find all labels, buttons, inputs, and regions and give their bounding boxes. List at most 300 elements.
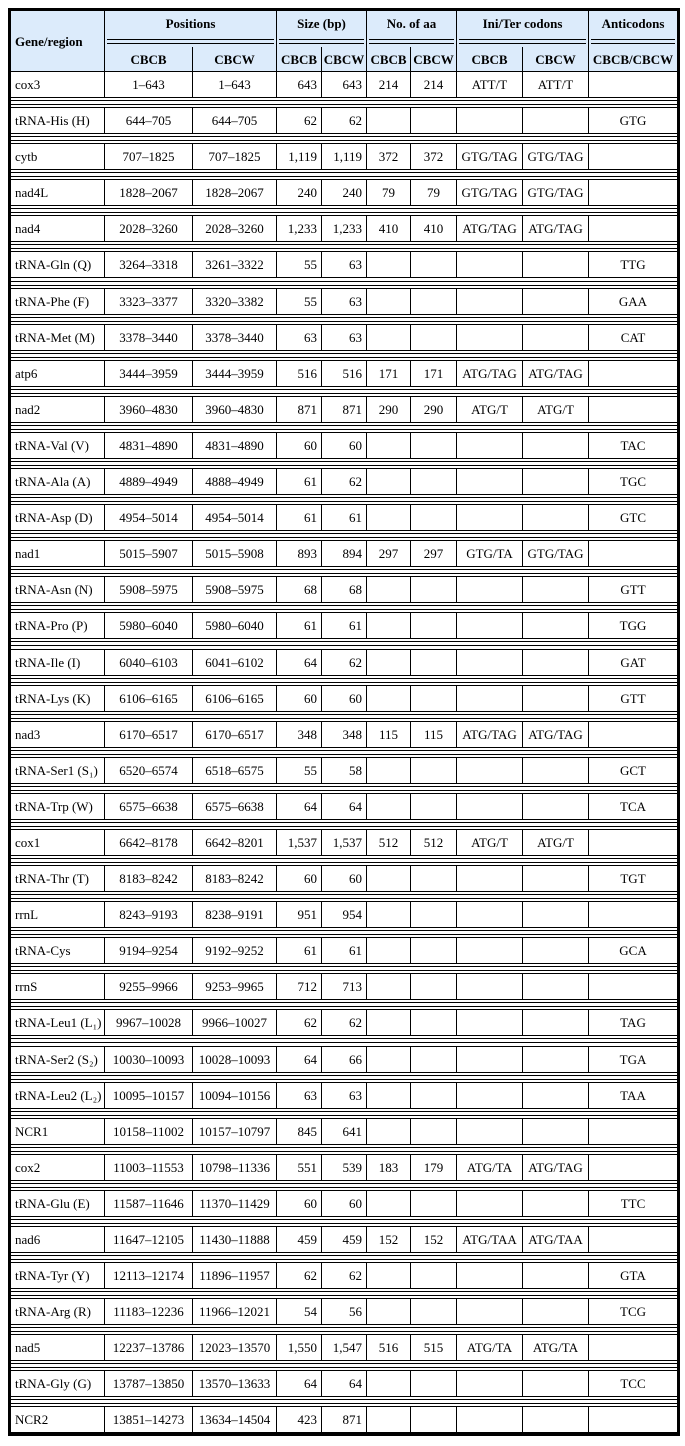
anticodons-cell — [589, 144, 677, 169]
aa-cbcb-cell — [367, 469, 411, 494]
positions-cbcb-cell: 11587–11646 — [105, 1191, 193, 1216]
initer-cbcb-cell: ATG/TAG — [457, 361, 523, 386]
initer-cbcw-cell — [523, 686, 589, 711]
initer-cbcw-cell — [523, 650, 589, 675]
header-double-rule — [105, 36, 277, 47]
positions-cbcb-cell: 11647–12105 — [105, 1227, 193, 1252]
header-sub: CBCW — [322, 47, 367, 71]
aa-cbcw-cell: 171 — [411, 361, 457, 386]
header-sub: CBCW — [411, 47, 457, 71]
initer-cbcb-cell — [457, 866, 523, 891]
double-rule-line — [11, 461, 677, 466]
anticodons-cell — [589, 722, 677, 747]
initer-cbcw-cell — [523, 1299, 589, 1324]
double-rule-line — [11, 497, 677, 502]
header-group: Anticodons — [601, 16, 665, 31]
size-cbcw-cell: 459 — [322, 1227, 367, 1252]
positions-cbcb-cell: 10158–11002 — [105, 1119, 193, 1144]
double-rule-line — [11, 533, 677, 538]
initer-cbcw-cell — [523, 252, 589, 277]
table-row — [11, 540, 677, 567]
anticodons-cell: GTT — [620, 690, 646, 706]
gene-cell: tRNA-Ser2 (S₂) — [11, 1047, 105, 1072]
initer-cbcb-cell: GTG/TAG — [457, 144, 523, 169]
row-separator — [11, 892, 677, 901]
size-cbcb-cell: 55 — [277, 252, 322, 277]
double-rule-line — [11, 389, 677, 394]
anticodons-cell — [589, 1407, 677, 1432]
initer-cbcb-cell — [457, 650, 523, 675]
initer-cbcw-cell — [523, 325, 589, 350]
positions-cbcb-cell: 6520–6574 — [105, 758, 193, 783]
row-separator — [11, 1397, 677, 1406]
positions-cbcw-cell: 6642–8201 — [193, 830, 277, 855]
positions-cbcw-cell: 8183–8242 — [193, 866, 277, 891]
header-sub: CBCB — [105, 47, 193, 71]
size-cbcb-cell: 60 — [277, 433, 322, 458]
anticodons-cell — [589, 1155, 677, 1180]
size-cbcb-cell: 61 — [277, 505, 322, 530]
positions-cbcw-cell: 5908–5975 — [193, 577, 277, 602]
aa-cbcw-cell: 179 — [411, 1155, 457, 1180]
aa-cbcw-cell — [411, 1299, 457, 1324]
aa-cbcb-cell — [367, 289, 411, 314]
size-cbcw-cell: 1,233 — [322, 216, 367, 241]
aa-cbcw-cell — [411, 252, 457, 277]
double-rule-line — [11, 353, 677, 358]
double-rule-line — [11, 822, 677, 827]
positions-cbcb-cell: 9194–9254 — [105, 938, 193, 963]
size-cbcw-cell: 871 — [322, 1407, 367, 1432]
size-cbcb-cell: 64 — [277, 650, 322, 675]
row-separator — [11, 964, 677, 973]
double-rule-line — [11, 641, 677, 646]
anticodons-cell: TTG — [620, 257, 646, 273]
aa-cbcb-cell — [367, 866, 411, 891]
gene-cell: tRNA-Lys (K) — [11, 686, 105, 711]
header-group: No. of aa — [367, 11, 457, 36]
double-rule-line — [11, 1147, 677, 1152]
size-cbcw-cell: 1,119 — [322, 144, 367, 169]
initer-cbcw-cell — [523, 289, 589, 314]
initer-cbcb-cell — [457, 577, 523, 602]
size-cbcb-cell: 62 — [277, 108, 322, 133]
aa-cbcw-cell — [411, 1083, 457, 1108]
aa-cbcb-cell: 372 — [367, 144, 411, 169]
anticodons-cell — [589, 902, 677, 927]
anticodons-cell: TAA — [620, 1087, 646, 1103]
anticodons-cell — [589, 216, 677, 241]
table-row — [11, 721, 677, 748]
initer-cbcb-cell: GTG/TAG — [457, 180, 523, 205]
initer-cbcb-cell — [457, 1299, 523, 1324]
table-row — [11, 901, 677, 928]
aa-cbcw-cell: 115 — [411, 722, 457, 747]
aa-cbcw-cell — [411, 902, 457, 927]
initer-cbcb-cell: ATT/T — [457, 72, 523, 97]
positions-cbcw-cell: 4831–4890 — [193, 433, 277, 458]
positions-cbcw-cell: 13634–14504 — [193, 1407, 277, 1432]
gene-cell: tRNA-Gln (Q) — [11, 252, 105, 277]
row-separator — [11, 98, 677, 107]
anticodons-cell — [589, 541, 677, 566]
double-rule-line — [279, 39, 364, 44]
table-body — [11, 71, 677, 1433]
double-rule-line — [459, 39, 586, 44]
aa-cbcb-cell — [367, 577, 411, 602]
table-row — [11, 576, 677, 603]
initer-cbcb-cell — [457, 1119, 523, 1144]
header-group: Ini/Ter codons — [457, 11, 589, 36]
table-row — [11, 324, 677, 351]
initer-cbcw-cell: ATG/TAG — [523, 722, 589, 747]
size-cbcb-cell: 54 — [277, 1299, 322, 1324]
row-separator — [11, 928, 677, 937]
aa-cbcw-cell — [411, 1407, 457, 1432]
aa-cbcb-cell — [367, 1407, 411, 1432]
gene-cell: tRNA-Arg (R) — [11, 1299, 105, 1324]
anticodons-cell — [589, 1335, 677, 1360]
size-cbcw-cell: 64 — [322, 1371, 367, 1396]
double-rule-line — [11, 281, 677, 286]
aa-cbcb-cell — [367, 938, 411, 963]
aa-cbcb-cell — [367, 252, 411, 277]
positions-cbcw-cell: 13570–13633 — [193, 1371, 277, 1396]
positions-cbcw-cell: 12023–13570 — [193, 1335, 277, 1360]
aa-cbcb-cell: 79 — [367, 180, 411, 205]
positions-cbcw-cell: 10798–11336 — [193, 1155, 277, 1180]
positions-cbcw-cell: 3444–3959 — [193, 361, 277, 386]
initer-cbcb-cell: ATG/TA — [457, 1335, 523, 1360]
initer-cbcw-cell: GTG/TAG — [523, 144, 589, 169]
aa-cbcb-cell — [367, 325, 411, 350]
double-rule-line — [11, 930, 677, 935]
header-sub: CBCW — [193, 47, 277, 71]
aa-cbcw-cell — [411, 974, 457, 999]
positions-cbcb-cell: 11183–12236 — [105, 1299, 193, 1324]
gene-cell: tRNA-Trp (W) — [11, 794, 105, 819]
gene-cell: tRNA-Leu2 (L₂) — [11, 1083, 105, 1108]
table-row — [11, 612, 677, 639]
row-separator — [11, 1181, 677, 1190]
row-separator — [11, 1036, 677, 1045]
header-double-rule — [589, 36, 677, 47]
double-rule-line — [11, 1255, 677, 1260]
size-cbcw-cell: 871 — [322, 397, 367, 422]
table-row — [11, 179, 677, 206]
size-cbcb-cell: 64 — [277, 794, 322, 819]
gene-cell: tRNA-Thr (T) — [11, 866, 105, 891]
size-cbcw-cell: 63 — [322, 325, 367, 350]
positions-cbcb-cell: 4831–4890 — [105, 433, 193, 458]
size-cbcb-cell: 61 — [277, 613, 322, 638]
initer-cbcw-cell — [523, 1407, 589, 1432]
positions-cbcb-cell: 5908–5975 — [105, 577, 193, 602]
initer-cbcw-cell: ATG/TA — [523, 1335, 589, 1360]
double-rule-line — [11, 1363, 677, 1368]
initer-cbcb-cell — [457, 433, 523, 458]
positions-cbcb-cell: 13787–13850 — [105, 1371, 193, 1396]
row-separator — [11, 639, 677, 648]
double-rule-line — [11, 1399, 677, 1404]
positions-cbcb-cell: 4954–5014 — [105, 505, 193, 530]
size-cbcw-cell: 894 — [322, 541, 367, 566]
size-cbcb-cell: 64 — [277, 1371, 322, 1396]
anticodons-cell: GAT — [620, 654, 646, 670]
aa-cbcb-cell: 410 — [367, 216, 411, 241]
positions-cbcw-cell: 4888–4949 — [193, 469, 277, 494]
double-rule-line — [11, 136, 677, 141]
aa-cbcb-cell — [367, 758, 411, 783]
gene-cell: tRNA-Asp (D) — [11, 505, 105, 530]
double-rule-line — [11, 1219, 677, 1224]
size-cbcw-cell: 62 — [322, 1010, 367, 1035]
row-separator — [11, 567, 677, 576]
gene-cell: rrnS — [11, 974, 105, 999]
gene-cell: rrnL — [11, 902, 105, 927]
double-rule-line — [11, 605, 677, 610]
aa-cbcw-cell — [411, 433, 457, 458]
header-group: Positions — [105, 11, 277, 36]
table-row — [11, 1226, 677, 1253]
row-separator — [11, 459, 677, 468]
double-rule-line — [11, 100, 677, 105]
positions-cbcb-cell: 1–643 — [105, 72, 193, 97]
initer-cbcb-cell — [457, 1083, 523, 1108]
double-rule-line — [591, 39, 675, 44]
size-cbcb-cell: 348 — [277, 722, 322, 747]
size-cbcw-cell: 62 — [322, 108, 367, 133]
size-cbcb-cell: 459 — [277, 1227, 322, 1252]
double-rule-line — [107, 39, 274, 44]
table-row — [11, 251, 677, 278]
aa-cbcw-cell: 79 — [411, 180, 457, 205]
positions-cbcb-cell: 8243–9193 — [105, 902, 193, 927]
row-separator — [11, 1109, 677, 1118]
positions-cbcb-cell: 707–1825 — [105, 144, 193, 169]
positions-cbcb-cell: 6040–6103 — [105, 650, 193, 675]
table-row — [11, 829, 677, 856]
size-cbcb-cell: 61 — [277, 469, 322, 494]
aa-cbcb-cell: 290 — [367, 397, 411, 422]
header-sub: CBCB — [457, 47, 523, 71]
double-rule-line — [11, 569, 677, 574]
table-row — [11, 649, 677, 676]
positions-cbcw-cell: 9253–9965 — [193, 974, 277, 999]
positions-cbcb-cell: 3444–3959 — [105, 361, 193, 386]
gene-cell: nad5 — [11, 1335, 105, 1360]
double-rule-line — [369, 39, 454, 44]
header-double-rule — [277, 36, 367, 47]
positions-cbcb-cell: 6642–8178 — [105, 830, 193, 855]
double-rule-line — [11, 966, 677, 971]
aa-cbcw-cell — [411, 613, 457, 638]
initer-cbcw-cell: ATG/TAA — [523, 1227, 589, 1252]
double-rule-line — [11, 425, 677, 430]
table-row — [11, 973, 677, 1000]
positions-cbcw-cell: 5015–5908 — [193, 541, 277, 566]
size-cbcb-cell: 240 — [277, 180, 322, 205]
table-row — [11, 468, 677, 495]
size-cbcb-cell: 60 — [277, 866, 322, 891]
gene-cell: nad6 — [11, 1227, 105, 1252]
header-double-rule — [367, 36, 457, 47]
table-row — [11, 432, 677, 459]
size-cbcw-cell: 61 — [322, 613, 367, 638]
double-rule-line — [11, 1183, 677, 1188]
aa-cbcb-cell: 152 — [367, 1227, 411, 1252]
initer-cbcb-cell — [457, 1047, 523, 1072]
anticodons-cell: GCA — [619, 943, 647, 959]
row-separator — [11, 495, 677, 504]
double-rule-line — [11, 786, 677, 791]
size-cbcb-cell: 68 — [277, 577, 322, 602]
aa-cbcb-cell — [367, 505, 411, 530]
initer-cbcw-cell: ATG/TAG — [523, 1155, 589, 1180]
aa-cbcw-cell — [411, 1191, 457, 1216]
row-separator — [11, 676, 677, 685]
positions-cbcw-cell: 11896–11957 — [193, 1263, 277, 1288]
size-cbcb-cell: 62 — [277, 1010, 322, 1035]
initer-cbcw-cell — [523, 1119, 589, 1144]
initer-cbcb-cell: ATG/TAG — [457, 216, 523, 241]
aa-cbcw-cell — [411, 938, 457, 963]
size-cbcw-cell: 68 — [322, 577, 367, 602]
anticodons-cell — [589, 830, 677, 855]
aa-cbcw-cell — [411, 1263, 457, 1288]
size-cbcw-cell: 240 — [322, 180, 367, 205]
initer-cbcb-cell — [457, 289, 523, 314]
gene-cell: cox3 — [11, 72, 105, 97]
aa-cbcw-cell — [411, 469, 457, 494]
anticodons-cell: TAG — [620, 1015, 646, 1031]
row-separator — [11, 712, 677, 721]
positions-cbcb-cell: 644–705 — [105, 108, 193, 133]
aa-cbcb-cell: 214 — [367, 72, 411, 97]
size-cbcw-cell: 516 — [322, 361, 367, 386]
row-separator — [11, 784, 677, 793]
anticodons-cell: GCT — [620, 762, 646, 778]
table-row — [11, 1118, 677, 1145]
header-sub: CBCW — [523, 47, 589, 71]
initer-cbcw-cell — [523, 108, 589, 133]
anticodons-cell: TGG — [619, 618, 647, 634]
initer-cbcb-cell: ATG/T — [457, 397, 523, 422]
anticodons-cell: GTT — [620, 582, 646, 598]
initer-cbcb-cell: ATG/TA — [457, 1155, 523, 1180]
double-rule-line — [11, 208, 677, 213]
size-cbcw-cell: 348 — [322, 722, 367, 747]
row-separator — [11, 603, 677, 612]
aa-cbcw-cell — [411, 1371, 457, 1396]
positions-cbcb-cell: 8183–8242 — [105, 866, 193, 891]
initer-cbcb-cell — [457, 108, 523, 133]
anticodons-cell: GAA — [618, 293, 648, 309]
gene-cell: cytb — [11, 144, 105, 169]
row-separator — [11, 242, 677, 251]
initer-cbcb-cell — [457, 902, 523, 927]
size-cbcw-cell: 539 — [322, 1155, 367, 1180]
table-row — [11, 757, 677, 784]
initer-cbcb-cell — [457, 1263, 523, 1288]
table-row — [11, 865, 677, 892]
positions-cbcw-cell: 6575–6638 — [193, 794, 277, 819]
table-row — [11, 685, 677, 712]
positions-cbcw-cell: 1–643 — [193, 72, 277, 97]
size-cbcw-cell: 61 — [322, 505, 367, 530]
row-separator — [11, 1073, 677, 1082]
gene-cell: cox2 — [11, 1155, 105, 1180]
initer-cbcw-cell — [523, 505, 589, 530]
double-rule-line — [11, 894, 677, 899]
size-cbcb-cell: 1,537 — [277, 830, 322, 855]
positions-cbcb-cell: 6106–6165 — [105, 686, 193, 711]
table-row — [11, 1334, 677, 1361]
aa-cbcb-cell — [367, 1010, 411, 1035]
initer-cbcw-cell — [523, 613, 589, 638]
initer-cbcw-cell — [523, 1010, 589, 1035]
row-separator — [11, 170, 677, 179]
initer-cbcw-cell — [523, 1047, 589, 1072]
aa-cbcb-cell — [367, 686, 411, 711]
table-row — [11, 215, 677, 242]
gene-cell: nad3 — [11, 722, 105, 747]
row-separator — [11, 1000, 677, 1009]
positions-cbcw-cell: 11370–11429 — [193, 1191, 277, 1216]
initer-cbcw-cell — [523, 1263, 589, 1288]
positions-cbcb-cell: 2028–3260 — [105, 216, 193, 241]
initer-cbcb-cell: ATG/T — [457, 830, 523, 855]
size-cbcw-cell: 66 — [322, 1047, 367, 1072]
gene-cell: NCR2 — [11, 1407, 105, 1432]
aa-cbcb-cell — [367, 1371, 411, 1396]
initer-cbcb-cell — [457, 469, 523, 494]
initer-cbcb-cell: ATG/TAA — [457, 1227, 523, 1252]
size-cbcb-cell: 951 — [277, 902, 322, 927]
initer-cbcb-cell — [457, 974, 523, 999]
size-cbcb-cell: 845 — [277, 1119, 322, 1144]
table-row — [11, 504, 677, 531]
anticodons-cell: TCG — [620, 1304, 646, 1320]
gene-cell: tRNA-Met (M) — [11, 325, 105, 350]
initer-cbcb-cell — [457, 505, 523, 530]
anticodons-cell: TTC — [620, 1195, 646, 1211]
double-rule-line — [11, 1038, 677, 1043]
size-cbcb-cell: 60 — [277, 686, 322, 711]
gene-cell: cox1 — [11, 830, 105, 855]
initer-cbcw-cell — [523, 1371, 589, 1396]
anticodons-cell — [589, 1119, 677, 1144]
double-rule-line — [11, 1002, 677, 1007]
aa-cbcw-cell — [411, 289, 457, 314]
anticodons-cell — [589, 397, 677, 422]
size-cbcb-cell: 551 — [277, 1155, 322, 1180]
gene-cell: nad4L — [11, 180, 105, 205]
header-sub: CBCB — [277, 47, 322, 71]
aa-cbcb-cell — [367, 613, 411, 638]
aa-cbcw-cell: 152 — [411, 1227, 457, 1252]
anticodons-cell: GTG — [619, 113, 647, 129]
aa-cbcw-cell — [411, 325, 457, 350]
initer-cbcw-cell — [523, 469, 589, 494]
positions-cbcb-cell: 13851–14273 — [105, 1407, 193, 1432]
anticodons-cell: TGT — [620, 871, 646, 887]
size-cbcw-cell: 61 — [322, 938, 367, 963]
positions-cbcw-cell: 10157–10797 — [193, 1119, 277, 1144]
aa-cbcb-cell — [367, 1263, 411, 1288]
gene-cell: tRNA-Val (V) — [11, 433, 105, 458]
size-cbcb-cell: 61 — [277, 938, 322, 963]
